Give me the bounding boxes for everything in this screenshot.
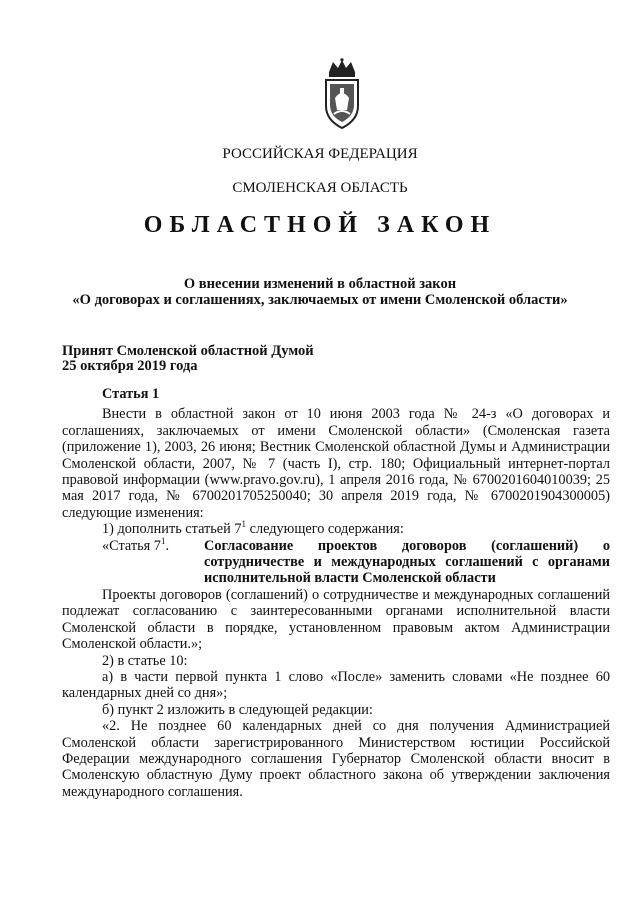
- coat-of-arms-icon: [321, 58, 363, 130]
- item-2b-text: «2. Не позднее 60 календарных дней со дня получения Администрацией Смоленской области зарегистрированного Министерством юстиции Российской Федерации международного соглашения Губернатор Смоленской области вносит в Смоленскую областную Думу проект областного закона об утверждении заключения международного соглашения.: [62, 718, 610, 800]
- article-title: Статья 1: [102, 386, 160, 402]
- new-article-heading: [62, 535, 610, 587]
- adoption-line: Принят Смоленской областной Думой: [62, 343, 314, 359]
- new-article-title: Согласование проектов договоров (соглашений) о сотрудничестве и международных соглашений с органами исполнительной власти Смоленской области: [204, 537, 610, 587]
- item-2a: а) в части первой пункта 1 слово «После» заменить словами «Не позднее 60 календарных дней со дня»;: [62, 668, 610, 702]
- new-article-label: «Статья $7^1$.: [102, 535, 170, 554]
- adoption-date: 25 октября 2019 года: [62, 358, 198, 374]
- federation-line: РОССИЙСКАЯ ФЕДЕРАЦИЯ: [222, 146, 418, 162]
- article-intro: Внести в областной закон от 10 июня 2003 года № 24-з «О договорах и соглашениях, заключаемых от имени Смоленской области» (Смоленская газета (приложение 1), 2003, 26 июня; Вестник Смоленской областной Думы и Администрации Смоленской области, 2007, № 7 (часть I), стр. 180; Официальный интернет-портал правовой информации (www.pravo.gov.ru), 1 апреля 2016 года, № 6700201604010039; 25 мая 2017 года, № 6700201705250040; 30 апреля 2019 года, № 6700201904300005) следующие изменения:: [62, 406, 610, 521]
- item-1: 1) дополнить статьей $7^1$ следующего содержания:: [102, 519, 404, 538]
- law-body: [62, 386, 610, 800]
- item-2b: б) пункт 2 изложить в следующей редакции:: [102, 701, 373, 718]
- region-line: СМОЛЕНСКАЯ ОБЛАСТЬ: [232, 180, 408, 196]
- subtitle-line-1: О внесении изменений в областной закон: [183, 276, 457, 292]
- law-type-title: ОБЛАСТНОЙ ЗАКОН: [143, 212, 497, 238]
- item-2: 2) в статье 10:: [102, 652, 188, 669]
- new-article-text: Проекты договоров (соглашений) о сотрудничестве и международных соглашений подлежат согласованию с заинтересованными органами исполнительной власти Смоленской области в порядке, установленном правовым актом Администрации Смоленской области.»;: [62, 586, 610, 653]
- subtitle-line-2: «О договорах и соглашениях, заключаемых от имени Смоленской области»: [72, 292, 568, 308]
